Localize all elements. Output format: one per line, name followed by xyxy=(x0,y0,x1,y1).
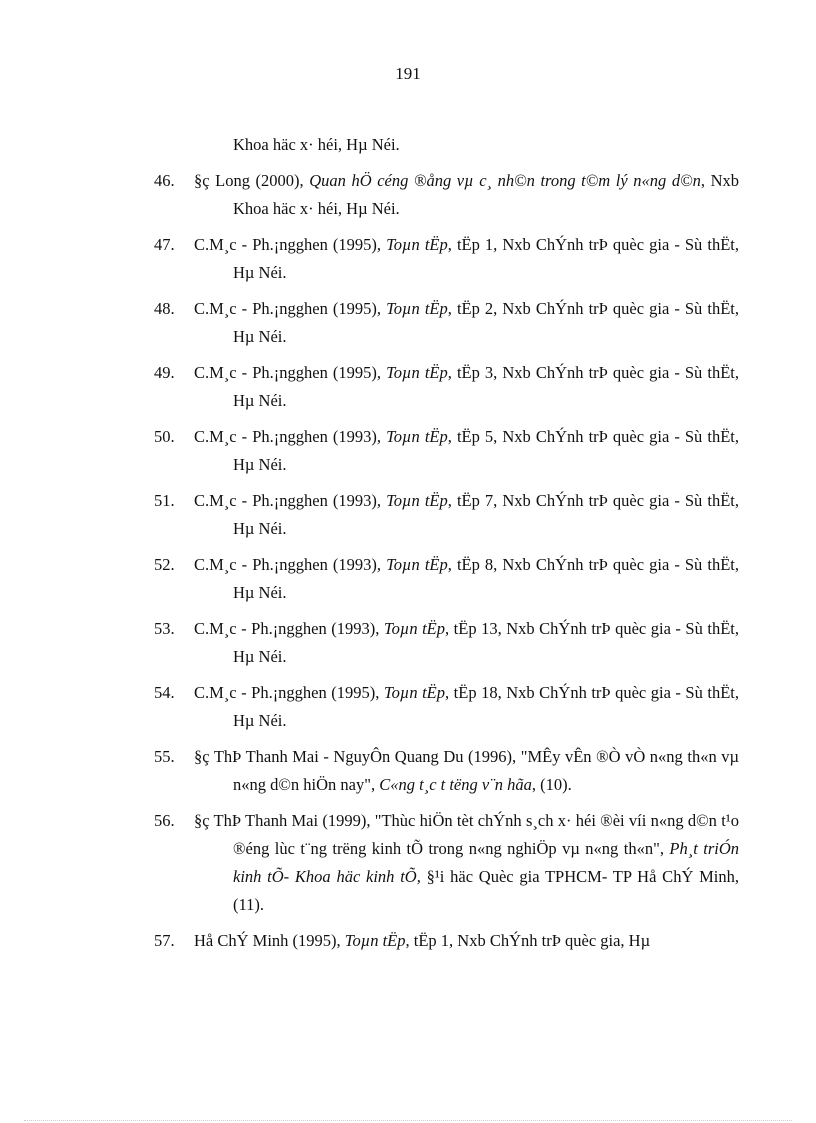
reference-item xyxy=(152,295,739,351)
reference-number: 48. xyxy=(154,299,175,318)
reference-item xyxy=(152,167,739,223)
reference-number: 51. xyxy=(154,491,175,510)
reference-text: Hå ChÝ Minh (1995), xyxy=(194,931,345,950)
reference-text: §¹i häc Quèc gia TPHCM- TP Hå ChÝ Minh, (11). xyxy=(233,867,739,914)
reference-text: , tËp 1, Nxb ChÝnh trÞ quèc gia, Hµ xyxy=(405,931,651,950)
reference-text: , tËp 7, Nxb ChÝnh trÞ quèc gia - Sù thËt, Hµ Néi. xyxy=(233,491,739,538)
reference-title: C«ng t¸c t tëng v¨n hãa xyxy=(379,775,532,794)
reference-number: 46. xyxy=(154,171,175,190)
reference-number: 49. xyxy=(154,363,175,382)
reference-item xyxy=(152,551,739,607)
reference-text: , tËp 5, Nxb ChÝnh trÞ quèc gia - Sù thËt, Hµ Néi. xyxy=(233,427,739,474)
reference-item xyxy=(152,927,739,955)
reference-continuation xyxy=(152,131,739,159)
reference-number: 57. xyxy=(154,931,175,950)
reference-number: 52. xyxy=(154,555,175,574)
reference-text: §ç ThÞ Thanh Mai (1999), "Thùc hiÖn tèt chÝnh s¸ch x· héi ®èi víi n«ng d©n t¹o ®éng lùc t¨ng trëng kinh tÕ trong n«ng nghiÖp vµ n«ng th«n", xyxy=(194,811,739,858)
reference-text: , tËp 2, Nxb ChÝnh trÞ quèc gia - Sù thËt, Hµ Néi. xyxy=(233,299,739,346)
reference-text: , (10). xyxy=(531,775,572,794)
reference-item xyxy=(152,615,739,671)
reference-text: Khoa häc x· héi, Hµ Néi. xyxy=(233,135,400,154)
reference-title: Toµn tËp xyxy=(383,619,446,638)
reference-title: Toµn tËp xyxy=(386,491,448,510)
reference-text: C.M¸c - Ph.¡ngghen (1993), xyxy=(194,619,384,638)
reference-text: §ç Long (2000), xyxy=(194,171,310,190)
reference-item xyxy=(152,359,739,415)
reference-number: 50. xyxy=(154,427,175,446)
reference-number: 47. xyxy=(154,235,175,254)
reference-item xyxy=(152,423,739,479)
reference-title: Toµn tËp xyxy=(386,363,448,382)
reference-text: C.M¸c - Ph.¡ngghen (1995), xyxy=(194,299,387,318)
reference-number: 53. xyxy=(154,619,175,638)
reference-list xyxy=(152,131,739,963)
reference-text: , tËp 13, Nxb ChÝnh trÞ quèc gia - Sù thËt, Hµ Néi. xyxy=(233,619,739,666)
reference-text: C.M¸c - Ph.¡ngghen (1993), xyxy=(194,491,387,510)
reference-title: Toµn tËp xyxy=(383,683,446,702)
reference-title: Ph¸t triÓn kinh tÕ- Khoa häc kinh tÕ, xyxy=(233,839,739,886)
reference-item xyxy=(152,231,739,287)
reference-text: , tËp 18, Nxb ChÝnh trÞ quèc gia - Sù thËt, Hµ Néi. xyxy=(233,683,739,730)
footer-divider xyxy=(24,1120,792,1121)
reference-text: C.M¸c - Ph.¡ngghen (1993), xyxy=(194,427,387,446)
reference-item xyxy=(152,487,739,543)
reference-item xyxy=(152,743,739,799)
reference-number: 55. xyxy=(154,747,175,766)
reference-text: C.M¸c - Ph.¡ngghen (1995), xyxy=(194,683,384,702)
reference-title: Quan hÖ céng ®ång vµ c¸ nh©n trong t©m lý n«ng d©n xyxy=(309,171,701,190)
reference-text: , tËp 8, Nxb ChÝnh trÞ quèc gia - Sù thËt, Hµ Néi. xyxy=(233,555,739,602)
reference-text: §ç ThÞ Thanh Mai - NguyÔn Quang Du (1996), "MÊy vÊn ®Ò vÒ n«ng th«n vµ n«ng d©n hiÖn nay", xyxy=(194,747,739,794)
reference-title: Toµn tËp xyxy=(344,931,406,950)
page-number: 191 xyxy=(395,64,421,83)
reference-text: , tËp 3, Nxb ChÝnh trÞ quèc gia - Sù thËt, Hµ Néi. xyxy=(233,363,739,410)
reference-item xyxy=(152,807,739,919)
reference-text: , tËp 1, Nxb ChÝnh trÞ quèc gia - Sù thËt, Hµ Néi. xyxy=(233,235,739,282)
reference-text: C.M¸c - Ph.¡ngghen (1995), xyxy=(194,363,387,382)
reference-title: Toµn tËp xyxy=(386,427,448,446)
reference-text: C.M¸c - Ph.¡ngghen (1995), xyxy=(194,235,387,254)
reference-title: Toµn tËp xyxy=(386,555,448,574)
reference-title: Toµn tËp xyxy=(386,235,448,254)
reference-text: , Nxb Khoa häc x· héi, Hµ Néi. xyxy=(233,171,739,218)
reference-number: 54. xyxy=(154,683,175,702)
reference-text: C.M¸c - Ph.¡ngghen (1993), xyxy=(194,555,387,574)
reference-number: 56. xyxy=(154,811,175,830)
reference-item xyxy=(152,679,739,735)
reference-title: Toµn tËp xyxy=(386,299,448,318)
